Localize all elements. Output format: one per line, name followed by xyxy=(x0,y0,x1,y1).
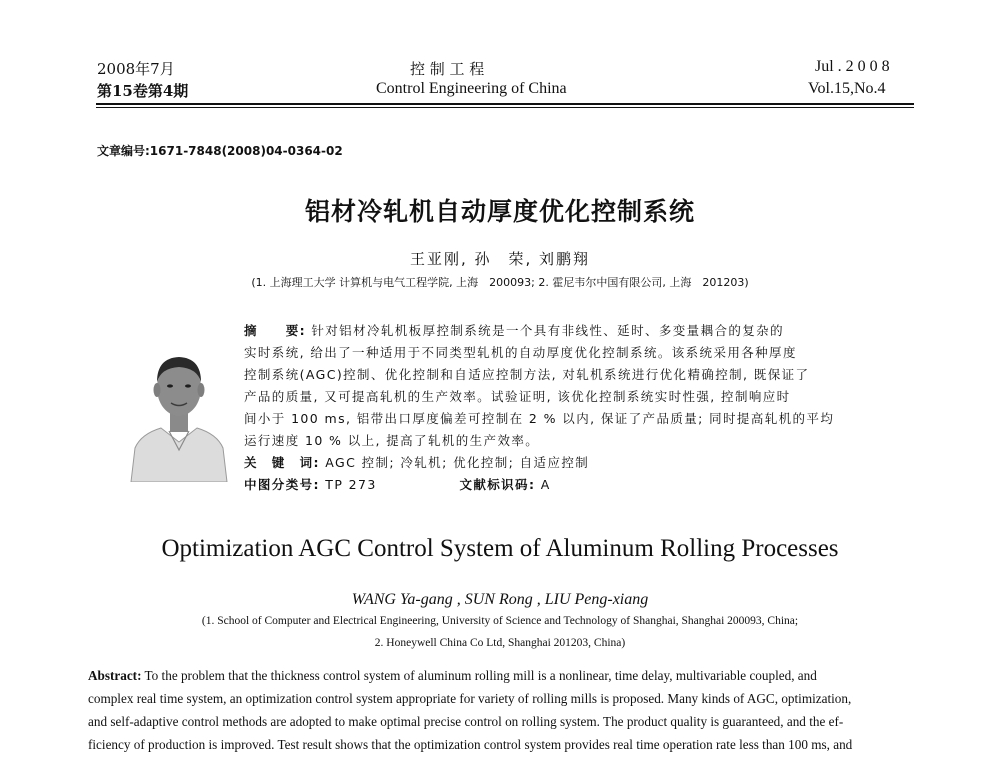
abstract-cn-line-1 xyxy=(244,320,834,342)
class-label: 中图分类号: xyxy=(244,477,320,492)
abstract-en-line-1 xyxy=(88,664,918,687)
keywords-value: AGC 控制; 冷轧机; 优化控制; 自适应控制 xyxy=(325,455,590,470)
affiliation-cn: (1. 上海理工大学 计算机与电气工程学院, 上海 200093; 2. 霍尼韦尔中国有限公司, 上海 201203) xyxy=(251,276,749,289)
header-date-en: Jul . 2 0 0 8 xyxy=(815,58,890,75)
header-volume-cn: 第15卷第4期 xyxy=(97,82,189,100)
header-volume-en: Vol.15,No.4 xyxy=(808,80,886,97)
title-cn: 铝材冷轧机自动厚度优化控制系统 xyxy=(304,197,695,226)
header-rule-thick xyxy=(96,103,914,105)
abstract-cn-line: 间小于 100 ms, 铝带出口厚度偏差可控制在 2 % 以内, 保证了产品质量; 同时提高轧机的平均 xyxy=(244,411,835,426)
abstract-cn-line: 实时系统, 给出了一种适用于不同类型轧机的自动厚度优化控制系统。该系统采用各种厚度 xyxy=(244,345,797,360)
authors-cn: 王亚刚, 孙 荣, 刘鹏翔 xyxy=(409,250,591,268)
abstract-en-line: ficiency of production is improved. Test result shows that the optimization control system provides real time operation rate less than 100 ms, and xyxy=(88,737,853,752)
affiliation-en-line-1: (1. School of Computer and Electrical Engineering, University of Science and Technology of Shanghai, Shanghai 200093, China; xyxy=(201,615,799,627)
abstract-en-line: and self-adaptive control methods are adopted to make optimal precise control on rolling system. The product quality is guaranteed, and the ef- xyxy=(88,714,844,729)
abstract-en-text: To the problem that the thickness control system of aluminum rolling mill is a nonlinear, time delay, multivariable coupled, and xyxy=(144,668,817,683)
header-journal-cn: 控 制 工 程 xyxy=(410,60,485,78)
header-date-cn: 2008年7月 xyxy=(97,60,175,78)
title-en: Optimization AGC Control System of Aluminum Rolling Processes xyxy=(161,535,839,562)
keywords-line xyxy=(244,452,834,474)
doc-code-value: A xyxy=(540,477,551,492)
header-rule-thin xyxy=(96,107,914,108)
abstract-en-label: Abstract: xyxy=(88,668,142,683)
abstract-en-line: complex real time system, an optimization control system appropriate for variety of rolling mills is proposed. Many kinds of AGC, optimization, xyxy=(88,691,852,706)
article-number: 文章编号:1671-7848(2008)04-0364-02 xyxy=(97,144,343,158)
header-journal-en: Control Engineering of China xyxy=(376,80,567,97)
abstract-cn-line: 产品的质量, 又可提高轧机的生产效率。试验证明, 该优化控制系统实时性强, 控制响应时 xyxy=(244,389,791,404)
abstract-en xyxy=(88,664,918,756)
class-value: TP 273 xyxy=(325,477,377,492)
abstract-cn-label: 摘 要: xyxy=(244,323,306,338)
author-photo xyxy=(127,330,230,482)
keywords-label: 关 键 词: xyxy=(244,455,320,470)
classification-line xyxy=(244,474,834,496)
affiliation-en-line-2: 2. Honeywell China Co Ltd, Shanghai 201203, China) xyxy=(374,637,626,649)
abstract-cn-line: 运行速度 10 % 以上, 提高了轧机的生产效率。 xyxy=(244,433,540,448)
authors-en: WANG Ya-gang , SUN Rong , LIU Peng-xiang xyxy=(351,591,649,608)
doc-code-label: 文献标识码: xyxy=(459,477,536,492)
abstract-cn xyxy=(244,320,834,496)
abstract-cn-text: 针对铝材冷轧机板厚控制系统是一个具有非线性、延时、多变量耦合的复杂的 xyxy=(311,323,784,338)
abstract-cn-line: 控制系统(AGC)控制、优化控制和自适应控制方法, 对轧机系统进行优化精确控制, 既保证了 xyxy=(244,367,810,382)
